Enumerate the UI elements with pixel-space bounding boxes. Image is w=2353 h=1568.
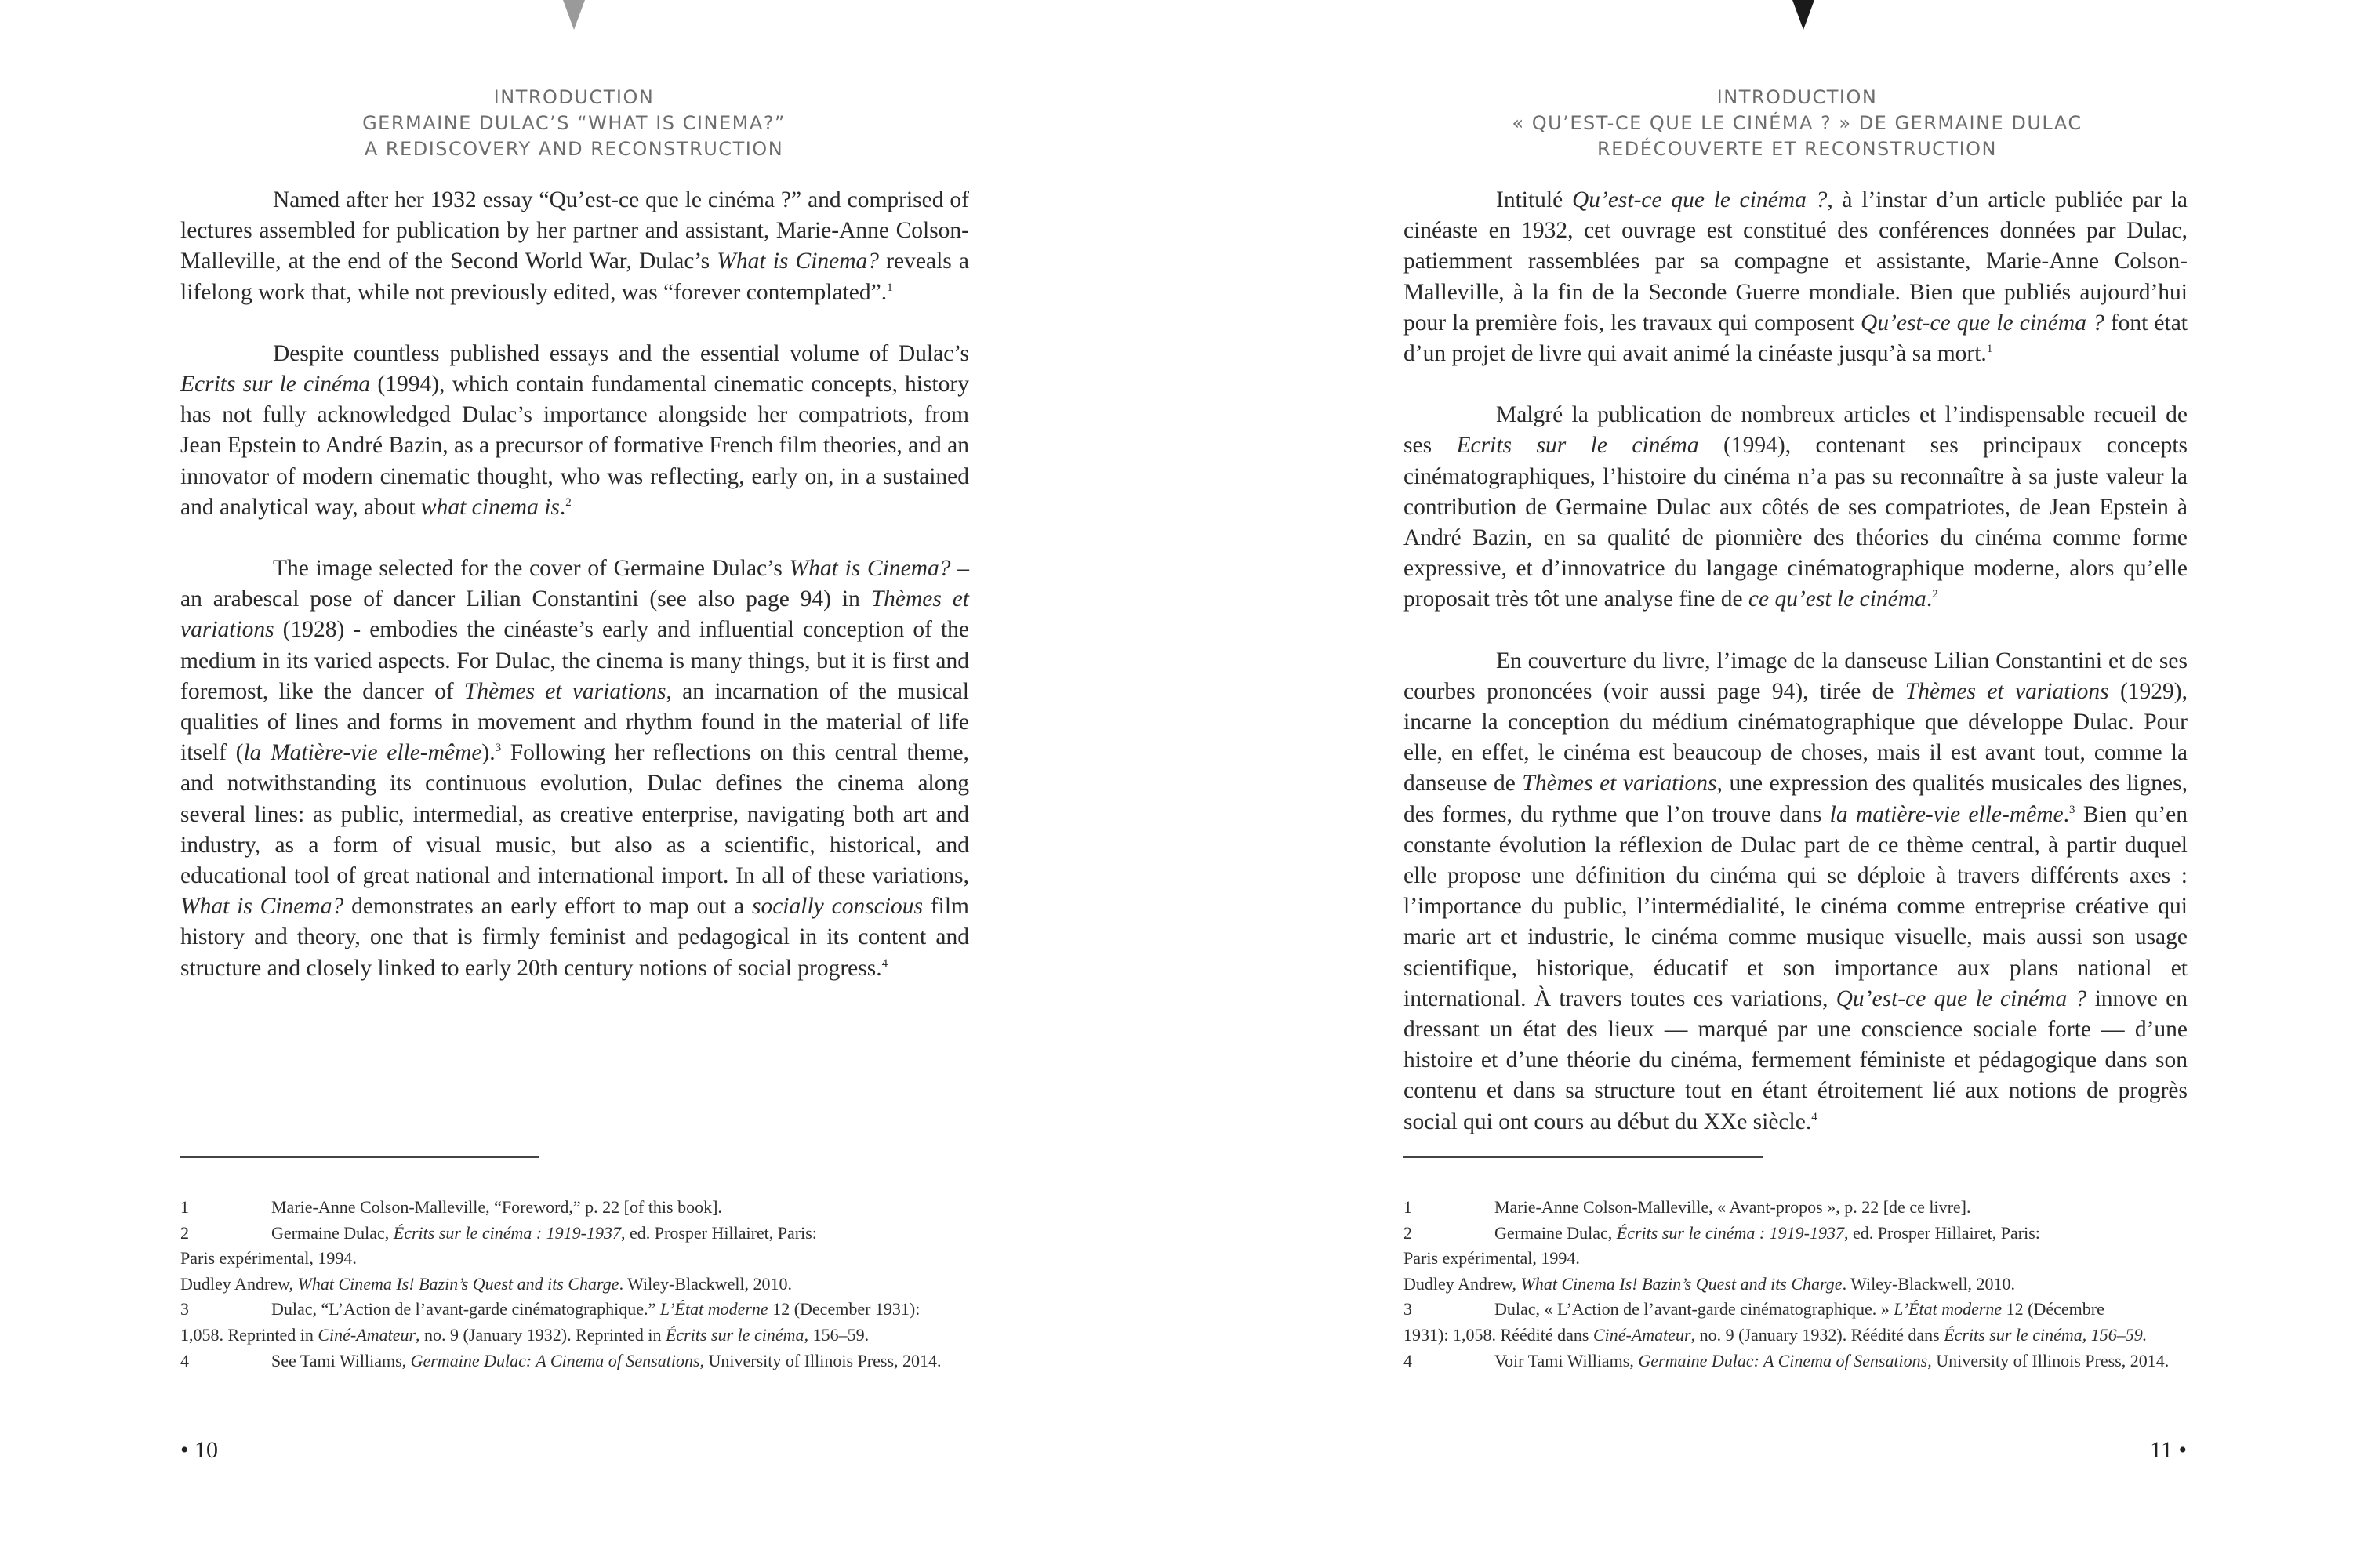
footnote-italic: What Cinema Is! Bazin’s Quest and its Charge <box>1520 1273 1843 1294</box>
italic-run: Qu’est-ce que le cinéma ? <box>1571 187 1828 212</box>
footnote-number: 3 <box>180 1299 189 1319</box>
running-header <box>180 85 968 162</box>
footnote-text: Voir Tami Williams, <box>1494 1350 1639 1370</box>
text-run: The image selected for the cover of Germaine Dulac’s <box>273 556 790 582</box>
italic-run: Qu’est-ce que le cinéma ? <box>1861 310 2104 336</box>
running-header <box>1403 85 2191 162</box>
text-run: , an incarnation of the musical qualities of lines and forms in movement and rhythm found in the material of life itself ( <box>180 678 969 766</box>
footnote-italic: Germaine Dulac: A Cinema of Sensations, <box>410 1350 705 1370</box>
footnote-text: , ed. Prosper Hillairet, Paris: <box>621 1222 817 1243</box>
text-run: ). <box>481 740 496 766</box>
footnote-text: Germaine Dulac, <box>271 1222 394 1243</box>
footnote-text: University of Illinois Press, 2014. <box>1931 1350 2170 1370</box>
footnote-italic: Germaine Dulac: A Cinema of Sensations, <box>1638 1350 1932 1370</box>
footnote-ref[interactable]: 2 <box>565 495 572 509</box>
italic-run: ce qu’est le cinéma <box>1748 586 1926 612</box>
italic-run: Ecrits sur le cinéma <box>1456 433 1699 459</box>
text-run: . <box>2063 801 2070 827</box>
footnotes <box>1403 1195 2195 1374</box>
footnote-text: Dudley Andrew, <box>1403 1273 1521 1294</box>
italic-run: la matière-vie elle-même <box>1829 801 2064 827</box>
footnote-italic: Ciné-Amateur <box>1592 1324 1691 1345</box>
text-run: (1929), incarne la conception du médium cinématographique que développe Dulac. Pour elle, en effet, le cinéma est beaucoup de choses, mais il est avant tout, comme la danseuse de <box>1403 678 2188 797</box>
italic-run: socially conscious <box>751 894 923 920</box>
footnote-continuation: Paris expérimental, 1994. <box>180 1248 357 1269</box>
text-run: En couverture du livre, l’image de la danseuse Lilian Constantini et de ses courbes prononcées (voir aussi page 94), tirée de <box>1403 648 2188 704</box>
paragraph <box>180 185 969 308</box>
text-run: Named after her 1932 essay “Qu’est-ce que le cinéma ?” and comprised of lectures assembled for publication by her partner and assistant, Marie-Anne Colson-Malleville, at the end of the Second World War, Dulac’s <box>180 187 969 274</box>
footnote-divider <box>180 1156 539 1158</box>
footnote-ref[interactable]: 4 <box>881 956 888 970</box>
text-run: innove en dressant un état des lieux — marqué par une conscience sociale forte — d’une histoire et d’une théorie du cinéma, fermement féministe et pédagogique dans son contenu et dans sa structure tout en étant étroitement lié aux notions de progrès social qui ont cours au début du XXe siècle. <box>1403 985 2188 1134</box>
footnote-number: 3 <box>1403 1299 1412 1319</box>
italic-run: What is Cinema? <box>789 556 951 582</box>
footnote-number: 2 <box>1403 1222 1412 1243</box>
footnote-text: Dulac, “L’Action de l’avant-garde cinématographique.” <box>271 1299 660 1319</box>
footnote-italic: L’État moderne <box>1894 1299 2003 1319</box>
footnote-text: Dudley Andrew, <box>180 1273 298 1294</box>
footnote-text: 1931): 1,058. Réédité dans <box>1403 1324 1593 1345</box>
footnote-italic: L’État moderne <box>659 1299 768 1319</box>
footnote-number: 4 <box>180 1350 189 1370</box>
text-run: Intitulé <box>1496 187 1572 212</box>
header-line: INTRODUCTION <box>493 86 655 108</box>
footnote-divider <box>1403 1156 1763 1158</box>
footnote-text: , no. 9 (January 1932). Reprinted in <box>416 1324 666 1345</box>
footnote <box>180 1348 972 1374</box>
text-run: demonstrates an early effort to map out a <box>343 894 752 920</box>
text-run: , à l’instar d’un article publiée par la cinéaste en 1932, cet ouvrage est constitué des conférences données par Dulac, patiemment rassemblées par sa compagne et assistante, Marie-Anne Colson-Malleville, à la fin de la Seconde Guerre mondiale. Bien que publiés aujourd’hui pour la première fois, les travaux qui composent <box>1403 187 2188 336</box>
page-number: 11 • <box>2150 1437 2187 1463</box>
footnote-number: 2 <box>180 1222 189 1243</box>
body-text <box>180 185 969 1014</box>
header-line: « QU’EST-CE QUE LE CINÉMA ? » DE GERMAINE DULAC <box>1512 112 2082 134</box>
italic-run: Thèmes et variations <box>1905 678 2109 704</box>
paragraph <box>1403 400 2188 615</box>
footnote-text: , ed. Prosper Hillairet, Paris: <box>1844 1222 2040 1243</box>
header-line: REDÉCOUVERTE ET RECONSTRUCTION <box>1596 138 1998 160</box>
footnote-ref[interactable]: 4 <box>1811 1110 1817 1123</box>
italic-run: Thèmes et variations <box>180 586 969 643</box>
text-run: Bien qu’en constante évolution la réflexion de Dulac part de ce thème central, à partir duquel elle propose une définition du cinéma qui se déploie à travers différents axes : l’importance du public, l’intermédialité, le cinéma comme entreprise créative qui marie art et industrie, le cinéma comme musique visuelle, mais aussi son usage scientifique, historique, éducatif et son importance aux plans national et international. À travers toutes ces variations, <box>1403 801 2188 1011</box>
paragraph <box>1403 646 2188 1138</box>
text-run: Despite countless published essays and the essential volume of Dulac’s <box>273 340 969 366</box>
footnote-text: See Tami Williams, <box>271 1350 411 1370</box>
header-line: GERMAINE DULAC’S “WHAT IS CINEMA?” <box>362 112 786 134</box>
footnote-italic: Ciné-Amateur <box>318 1324 416 1345</box>
footnote-text: 12 (Décembre <box>2002 1299 2104 1319</box>
italic-run: Thèmes et variations <box>463 678 666 704</box>
left-page <box>0 0 1176 1568</box>
text-run: (1994), contenant ses principaux concepts cinématographiques, l’histoire du cinéma n’a pas su reconnaître à sa juste valeur la contribution de Germaine Dulac aux côtés de ses compatriotes, de Jean Epstein à André Bazin, en sa qualité de pionnière des théories du cinéma comme forme expressive, et d’innovatrice du langage cinématographique moderne, alors qu’elle proposait très tôt une analyse fine de <box>1403 433 2188 612</box>
header-line: A REDISCOVERY AND RECONSTRUCTION <box>364 138 784 160</box>
footnote <box>180 1221 972 1247</box>
text-run: font état d’un projet de livre qui avait animé la cinéaste jusqu’à sa mort. <box>1403 310 2188 367</box>
paragraph <box>180 554 969 984</box>
text-run: . <box>1926 586 1933 612</box>
text-run: – an arabescal pose of dancer Lilian Constantini (see also page 94) in <box>180 556 970 612</box>
footnote-continuation <box>180 1323 972 1348</box>
header-line: INTRODUCTION <box>1716 86 1878 108</box>
page-marker-triangle <box>563 0 585 30</box>
footnote-italic: Écrits sur le cinéma <box>665 1324 804 1345</box>
text-run: (1928) - embodies the cinéaste’s early and influential conception of the medium in its varied aspects. For Dulac, the cinema is many things, but it is first and foremost, like the dancer of <box>180 617 969 704</box>
footnote-text: , no. 9 (January 1932). Réédité dans <box>1690 1324 1944 1345</box>
italic-run: la Matière-vie elle-même <box>243 740 482 766</box>
text-run: film history and theory, one that is firmly feminist and pedagogical in its content and structure and closely linked to early 20th century notions of social progress. <box>180 894 969 981</box>
right-page <box>1176 0 2353 1568</box>
footnote-ref[interactable]: 1 <box>1986 343 1993 356</box>
italic-run: Thèmes et variations <box>1522 771 1717 797</box>
italic-run: What is Cinema? <box>717 249 880 274</box>
footnote <box>1403 1297 2195 1323</box>
footnote-continuation <box>180 1272 972 1298</box>
footnote-italic: Écrits sur le cinéma, 156–59. <box>1944 1324 2148 1345</box>
footnote-ref[interactable]: 2 <box>1932 588 1938 601</box>
page-marker-triangle <box>1792 0 1814 30</box>
footnote-text: 1,058. Reprinted in <box>180 1324 318 1345</box>
paragraph <box>180 339 969 523</box>
footnote <box>1403 1195 2195 1221</box>
footnote-text: 12 (December 1931): <box>768 1299 921 1319</box>
footnote-text: Germaine Dulac, <box>1494 1222 1617 1243</box>
text-run: Following her reflections on this central theme, and notwithstanding its continuous evolution, Dulac defines the cinema along several lines: as public, intermedial, as creative enterprise, navigating both art and industry, as a form of visual music, but also as a scientific, historical, and educational tool of great national and international import. In all of these variations, <box>180 740 969 889</box>
footnote-italic: Écrits sur le cinéma : 1919-1937 <box>393 1222 621 1243</box>
footnote-text: Dulac, « L’Action de l’avant-garde cinématographique. » <box>1494 1299 1894 1319</box>
text-run: . <box>559 494 566 520</box>
italic-run: Ecrits sur le cinéma <box>180 372 371 397</box>
footnote-continuation <box>1403 1272 2195 1298</box>
page-number: • 10 <box>180 1437 219 1463</box>
footnote-text: Marie-Anne Colson-Malleville, « Avant-propos », p. 22 [de ce livre]. <box>1494 1197 1971 1217</box>
body-text <box>1403 185 2188 1168</box>
footnote-italic: What Cinema Is! Bazin’s Quest and its Charge <box>297 1273 619 1294</box>
footnote-text: . Wiley-Blackwell, 2010. <box>619 1273 793 1294</box>
text-run: reveals a lifelong work that, while not previously edited, was “forever contemplated”. <box>180 249 970 305</box>
footnote <box>180 1297 972 1323</box>
footnote-ref[interactable]: 3 <box>2069 803 2075 816</box>
footnote-text: . Wiley-Blackwell, 2010. <box>1842 1273 2016 1294</box>
footnote-italic: Écrits sur le cinéma : 1919-1937 <box>1616 1222 1844 1243</box>
footnotes <box>180 1195 972 1374</box>
paragraph <box>1403 185 2188 369</box>
footnote-text: Marie-Anne Colson-Malleville, “Foreword,” p. 22 [of this book]. <box>271 1197 722 1217</box>
footnote <box>1403 1221 2195 1247</box>
footnote-ref[interactable]: 1 <box>887 281 893 294</box>
italic-run: what cinema is <box>420 494 560 520</box>
footnote-text: , 156–59. <box>804 1324 870 1345</box>
footnote-continuation <box>1403 1323 2195 1348</box>
footnote-number: 1 <box>1403 1197 1412 1217</box>
footnote-continuation: Paris expérimental, 1994. <box>1403 1248 1580 1269</box>
footnote-number: 1 <box>180 1197 189 1217</box>
italic-run: Qu’est-ce que le cinéma ? <box>1836 985 2087 1011</box>
text-run: Malgré la publication de nombreux articles et l’indispensable recueil de ses <box>1403 402 2188 459</box>
footnote-text: University of Illinois Press, 2014. <box>704 1350 942 1370</box>
italic-run: What is Cinema? <box>180 894 344 920</box>
text-run: , une expression des qualités musicales des lignes, des formes, du rythme que l’on trouve dans <box>1403 771 2188 827</box>
text-run: (1994), which contain fundamental cinematic concepts, history has not fully acknowledged Dulac’s importance alongside her compatriots, from Jean Epstein to André Bazin, as a precursor of formative French film theories, and an innovator of modern cinematic thought, who was reflecting, early on, in a sustained and analytical way, about <box>180 372 969 520</box>
footnote-ref[interactable]: 3 <box>495 742 502 755</box>
footnote-number: 4 <box>1403 1350 1412 1370</box>
footnote <box>180 1195 972 1221</box>
footnote <box>1403 1348 2195 1374</box>
